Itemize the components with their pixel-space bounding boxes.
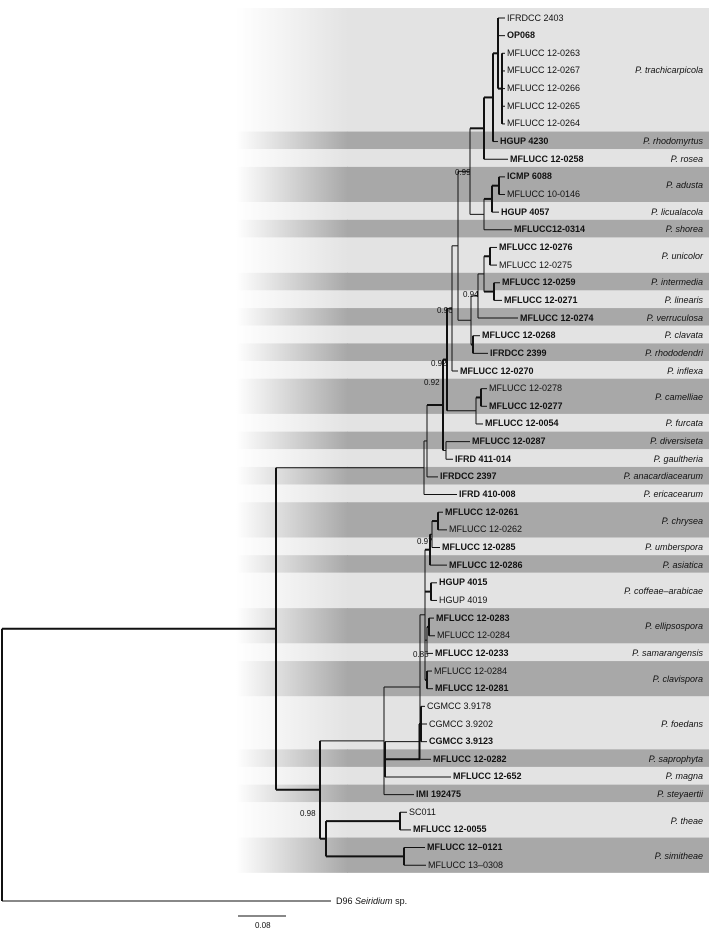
tip-label: OP068 (507, 30, 536, 41)
tip-label: CGMCC 3.9123 (429, 736, 494, 747)
tip-label: MFLUCC 12-0055 (413, 824, 487, 835)
clade-name: P. diversiseta (650, 436, 703, 447)
support-value: 0.94 (463, 290, 479, 299)
clade-name: P. coffeae–arabicae (624, 586, 703, 597)
tip-label: HGUP 4015 (439, 577, 488, 588)
tip-label: MFLUCC 12-0233 (435, 647, 509, 658)
tip-label: MFLUCC 12-0267 (507, 65, 581, 76)
outgroup-suffix: sp. (395, 896, 408, 906)
tip-label: MFLUCC 12-652 (453, 771, 522, 782)
tip-label: MFLUCC 12-0284 (437, 630, 511, 641)
clade-name: P. furcata (665, 418, 703, 429)
tip-label: CGMCC 3.9202 (429, 718, 494, 729)
clade-name: P. trachicarpicola (635, 65, 703, 76)
tip-label: MFLUCC 12-0265 (507, 100, 581, 111)
clade-name: P. saprophyta (648, 753, 703, 764)
tip-label: MFLUCC 12-0261 (445, 506, 519, 517)
clade-name: P. clavispora (652, 674, 703, 685)
tip-label: MFLUCC 12-0286 (449, 559, 523, 570)
clade-name: P. gaultheria (653, 453, 703, 464)
tip-label: MFLUCC 12-0274 (520, 312, 594, 323)
clade-name: P. inflexa (667, 365, 703, 376)
tip-label: MFLUCC 12-0277 (489, 400, 563, 411)
clade-name: P. magna (665, 771, 703, 782)
tip-label: MFLUCC 12-0282 (433, 753, 507, 764)
outgroup-genus: Seiridium (355, 896, 393, 906)
clade-name: P. unicolor (661, 250, 703, 261)
clade-name: P. foedans (661, 718, 703, 729)
tip-label: MFLUCC 12-0259 (502, 277, 576, 288)
tip-label: ICMP 6088 (507, 171, 552, 182)
clade-name: P. ericacearum (643, 489, 703, 500)
tip-label: MFLUCC 12-0264 (507, 118, 581, 129)
outgroup-label (336, 896, 407, 907)
support-value: 0.99 (455, 168, 471, 177)
tip-label: MFLUCC 12-0275 (499, 259, 573, 270)
tip-label: IFRD 411-014 (455, 453, 512, 464)
tip-label: MFLUCC 12-0287 (472, 436, 546, 447)
clade-name: P. verruculosa (646, 312, 703, 323)
tip-label: MFLUCC 12-0281 (435, 683, 509, 694)
tip-label: MFLUCC 12-0266 (507, 83, 581, 94)
tip-label: HGUP 4057 (501, 206, 550, 217)
tip-label: HGUP 4019 (439, 594, 488, 605)
tip-label: MFLUCC 13–0308 (428, 859, 504, 870)
clade-name: P. clavata (664, 330, 703, 341)
tip-label: MFLUCC 12-0284 (434, 665, 508, 676)
support-value: 0.96 (437, 306, 453, 315)
tip-label: CGMCC 3.9178 (427, 700, 492, 711)
tip-label: SC011 (409, 806, 436, 817)
clade-name: P. chrysea (661, 515, 703, 526)
support-value: 0.98 (300, 809, 316, 818)
support-value: 0.85 (413, 650, 429, 659)
tip-label: MFLUCC 12-0270 (460, 365, 534, 376)
tip-label: IFRDCC 2403 (507, 12, 564, 23)
clade-name: P. rhododendri (645, 347, 703, 358)
clade-name: P. umberspora (645, 542, 703, 552)
tip-label: MFLUCC 12-0258 (510, 153, 584, 164)
tip-label: MFLUCC 12-0271 (504, 294, 578, 305)
tip-label: IFRDCC 2397 (440, 471, 497, 482)
tip-label: MFLUCC 12-0054 (485, 418, 559, 429)
tip-label: MFLUCC 12-0276 (499, 241, 573, 252)
clade-name: P. camelliae (655, 391, 703, 402)
tip-label: MFLUCC 10-0146 (507, 189, 581, 199)
support-value: 0.92 (424, 378, 440, 387)
clade-name: P. asiatica (662, 559, 703, 570)
clade-name: P. steyaertii (657, 789, 703, 800)
clade-name: P. theae (670, 815, 703, 826)
clade-name: P. linearis (664, 294, 703, 305)
clade-name: P. licualacola (651, 206, 703, 217)
outgroup-code: D96 (336, 896, 353, 906)
clade-name: P. intermedia (651, 277, 703, 288)
tip-label: MFLUCC 12-0268 (482, 330, 556, 341)
clade-name: P. rosea (670, 153, 703, 164)
tip-label: HGUP 4230 (500, 136, 549, 147)
support-value: 0.92 (431, 359, 447, 368)
scale-bar-label: 0.08 (255, 921, 271, 929)
tip-label: IFRDCC 2399 (490, 347, 547, 358)
tip-label: MFLUCC 12–0121 (427, 842, 503, 853)
tip-label: MFLUCC 12-0283 (436, 612, 510, 623)
tip-label: MFLUCC 12-0263 (507, 47, 581, 58)
tip-label: MFLUCC 12-0285 (442, 542, 516, 552)
support-value: 0.97 (417, 537, 433, 546)
clade-name: P. adusta (666, 180, 703, 191)
clade-name: P. anacardiacearum (623, 471, 703, 482)
tip-label: MFLUCC 12-0278 (489, 383, 563, 394)
clade-name: P. ellipsospora (645, 621, 703, 632)
tip-label: IMI 192475 (416, 789, 462, 800)
clade-name: P. samarangensis (632, 647, 703, 658)
tip-label: MFLUCC12-0314 (514, 224, 586, 235)
clade-name: P. simitheae (654, 850, 703, 861)
tip-label: IFRD 410-008 (459, 489, 516, 500)
clade-name: P. shorea (665, 224, 703, 235)
clade-name: P. rhodomyrtus (643, 136, 703, 147)
tip-label: MFLUCC 12-0262 (449, 524, 523, 535)
